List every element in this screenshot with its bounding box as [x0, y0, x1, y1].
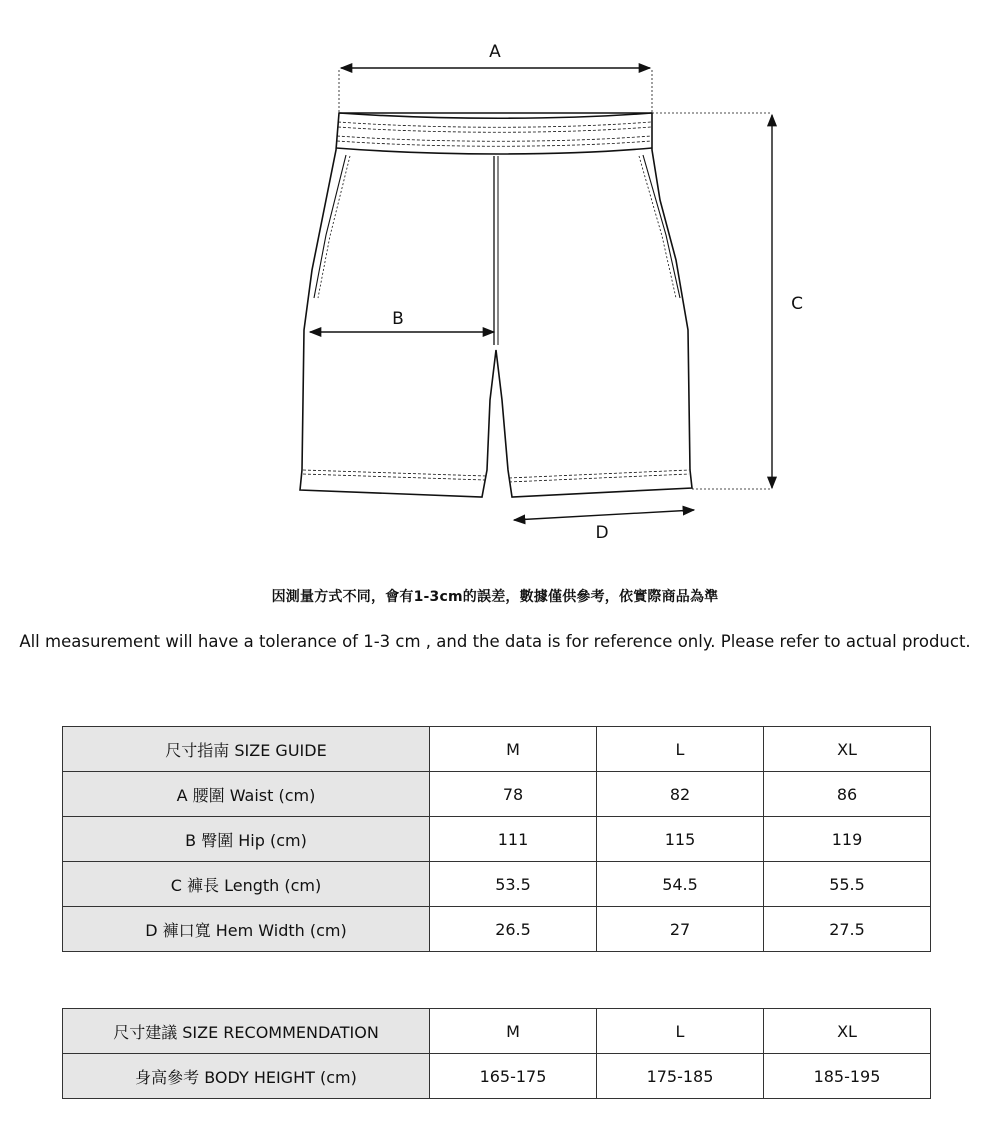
label-c: C: [791, 294, 803, 314]
table-row: [63, 862, 931, 907]
table-cell: 82: [597, 772, 764, 817]
row-label-length: C 褲長 Length (cm): [63, 862, 430, 907]
table-cell: 86: [764, 772, 931, 817]
col-size-l: L: [597, 727, 764, 772]
label-b: B: [392, 309, 404, 329]
table-cell: 27.5: [764, 907, 931, 952]
table-row: [63, 1054, 931, 1099]
arrow-d: [514, 510, 694, 520]
row-label-body-height: 身高參考 BODY HEIGHT (cm): [63, 1054, 430, 1099]
table-cell: 115: [597, 817, 764, 862]
size-guide-table: [62, 726, 931, 952]
table-cell: 165-175: [430, 1054, 597, 1099]
col-size-l: L: [597, 1009, 764, 1054]
table-cell: 78: [430, 772, 597, 817]
table-cell: 55.5: [764, 862, 931, 907]
table-cell: 26.5: [430, 907, 597, 952]
tolerance-note-en: All measurement will have a tolerance of 1-3 cm , and the data is for reference only. Please refer to actual product.: [19, 632, 971, 651]
table-row: [63, 817, 931, 862]
table-cell: 54.5: [597, 862, 764, 907]
tolerance-note-zh: 因測量方式不同，會有1-3cm的誤差，數據僅供參考，依實際商品為準: [271, 589, 719, 605]
shorts-outline: [300, 113, 692, 497]
col-size-xl: XL: [764, 1009, 931, 1054]
table-cell: 175-185: [597, 1054, 764, 1099]
table-cell: 27: [597, 907, 764, 952]
table-cell: 185-195: [764, 1054, 931, 1099]
row-label-hem-width: D 褲口寬 Hem Width (cm): [63, 907, 430, 952]
table-row: [63, 772, 931, 817]
col-size-m: M: [430, 1009, 597, 1054]
table-row: [63, 907, 931, 952]
size-recommendation-title: 尺寸建議 SIZE RECOMMENDATION: [63, 1009, 430, 1054]
table-cell: 111: [430, 817, 597, 862]
table-cell: 53.5: [430, 862, 597, 907]
table-cell: 119: [764, 817, 931, 862]
size-guide-title: 尺寸指南 SIZE GUIDE: [63, 727, 430, 772]
row-label-waist: A 腰圍 Waist (cm): [63, 772, 430, 817]
label-a: A: [489, 42, 501, 62]
col-size-m: M: [430, 727, 597, 772]
shorts-measurement-diagram: [0, 0, 990, 560]
table-header-row: [63, 1009, 931, 1054]
table-header-row: [63, 727, 931, 772]
label-d: D: [595, 523, 609, 543]
size-recommendation-table: [62, 1008, 931, 1099]
row-label-hip: B 臀圍 Hip (cm): [63, 817, 430, 862]
col-size-xl: XL: [764, 727, 931, 772]
